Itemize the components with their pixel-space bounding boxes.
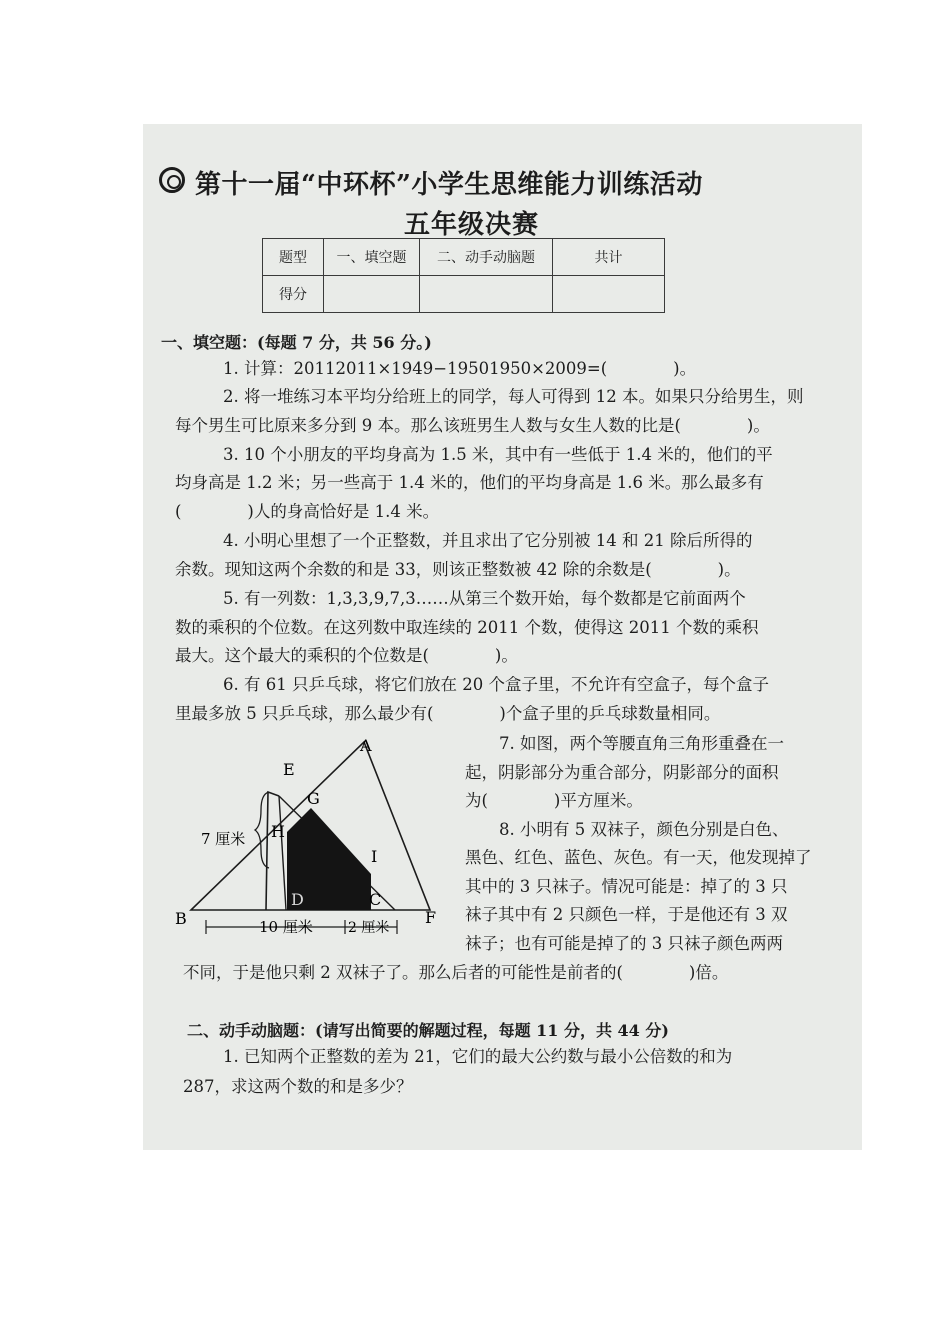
question-8-line: 其中的 3 只袜子。情况可能是：掉了的 3 只 [465,877,788,896]
label-e: E [283,760,295,779]
question-7-line: 起，阴影部分为重合部分，阴影部分的面积 [465,763,779,782]
label-f: F [425,908,437,927]
label-a: A [360,736,372,755]
question-3-line: 3. 10 个小朋友的平均身高为 1.5 米，其中有一些低于 1.4 米的，他们的平 [223,445,773,464]
question-7-line: 为( )平方厘米。 [465,791,643,810]
question-3-line: 均身高是 1.2 米；另一些高于 1.4 米的，他们的平均身高是 1.6 米。那么最多有 [175,473,764,492]
question-8-line: 8. 小明有 5 双袜子，颜色分别是白色、 [499,820,789,839]
competition-logo-icon [159,167,185,193]
score-table-header: 共计 [553,239,665,276]
score-cell [420,276,553,313]
label-b: B [175,909,187,928]
question-4-line: 4. 小明心里想了一个正整数，并且求出了它分别被 14 和 21 除后所得的 [223,531,753,550]
question-5-line: 5. 有一列数：1,3,3,9,7,3……从第三个数开始，每个数都是它前面两个 [223,589,746,608]
score-table-header: 题型 [263,239,324,276]
question-4-line: 余数。现知这两个余数的和是 33，则该正整数被 42 除的余数是( )。 [175,560,741,579]
label-g: G [307,789,320,808]
exam-paper [143,124,862,1150]
section2-question-1-line: 287，求这两个数的和是多少？ [183,1077,413,1096]
score-cell [324,276,420,313]
score-table-header-row [263,239,665,276]
question-3-line: ( )人的身高恰好是 1.4 米。 [175,502,440,521]
label-c: C [369,890,382,909]
score-table-header: 二、动手动脑题 [420,239,553,276]
question-8-line: 黑色、红色、蓝色、灰色。有一天，他发现掉了 [465,848,812,867]
small-triangle-left-edge [266,792,279,910]
score-table-header: 一、填空题 [324,239,420,276]
score-cell [553,276,665,313]
dimension-label-left: 7 厘米 [201,830,246,848]
score-table [262,238,665,313]
question-6-line: 里最多放 5 只乒乓球，那么最少有( )个盒子里的乒乓球数量相同。 [175,704,721,723]
question-8-line: 不同，于是他只剩 2 双袜子了。那么后者的可能性是前者的( )倍。 [183,963,729,982]
dimension-label-right: 2 厘米 [348,920,390,936]
question-5-line: 最大。这个最大的乘积的个位数是( )。 [175,646,518,665]
question-8-line: 袜子其中有 2 只颜色一样，于是他还有 3 双 [465,905,788,924]
dimension-label-bottom: 10 厘米 [259,918,313,936]
question-2-line: 2. 将一堆练习本平均分给班上的同学，每人可得到 12 本。如果只分给男生，则 [223,387,804,406]
question-2-line: 每个男生可比原来多分到 9 本。那么该班男生人数与女生人数的比是( )。 [175,416,770,435]
exam-title: 第十一届“中环杯”小学生思维能力训练活动 [159,164,703,201]
section1-heading: 一、填空题：(每题 7 分，共 56 分。) [161,333,432,352]
question-5-line: 数的乘积的个位数。在这列数中取连续的 2011 个数，使得这 2011 个数的乘积 [175,618,759,637]
small-triangle-vertical-edge [279,796,286,910]
label-i: I [371,847,378,866]
score-row-label: 得分 [263,276,324,313]
question-8-line: 袜子；也有可能是掉了的 3 只袜子颜色两两 [465,934,783,953]
label-d: D [291,890,304,909]
question-1: 1. 计算：20112011×1949−19501950×2009=( )。 [223,359,697,378]
question-7-line: 7. 如图，两个等腰直角三角形重叠在一 [499,734,784,753]
triangle-figure [173,730,448,942]
question-6-line: 6. 有 61 只乒乓球，将它们放在 20 个盒子里，不允许有空盒子，每个盒子 [223,675,769,694]
section2-heading: 二、动手动脑题：(请写出简要的解题过程，每题 11 分，共 44 分) [187,1021,669,1040]
label-h: H [271,822,285,841]
score-table-row [263,276,665,313]
exam-subtitle: 五年级决赛 [404,210,540,240]
section2-question-1-line: 1. 已知两个正整数的差为 21，它们的最大公约数与最小公倍数的和为 [223,1047,733,1066]
